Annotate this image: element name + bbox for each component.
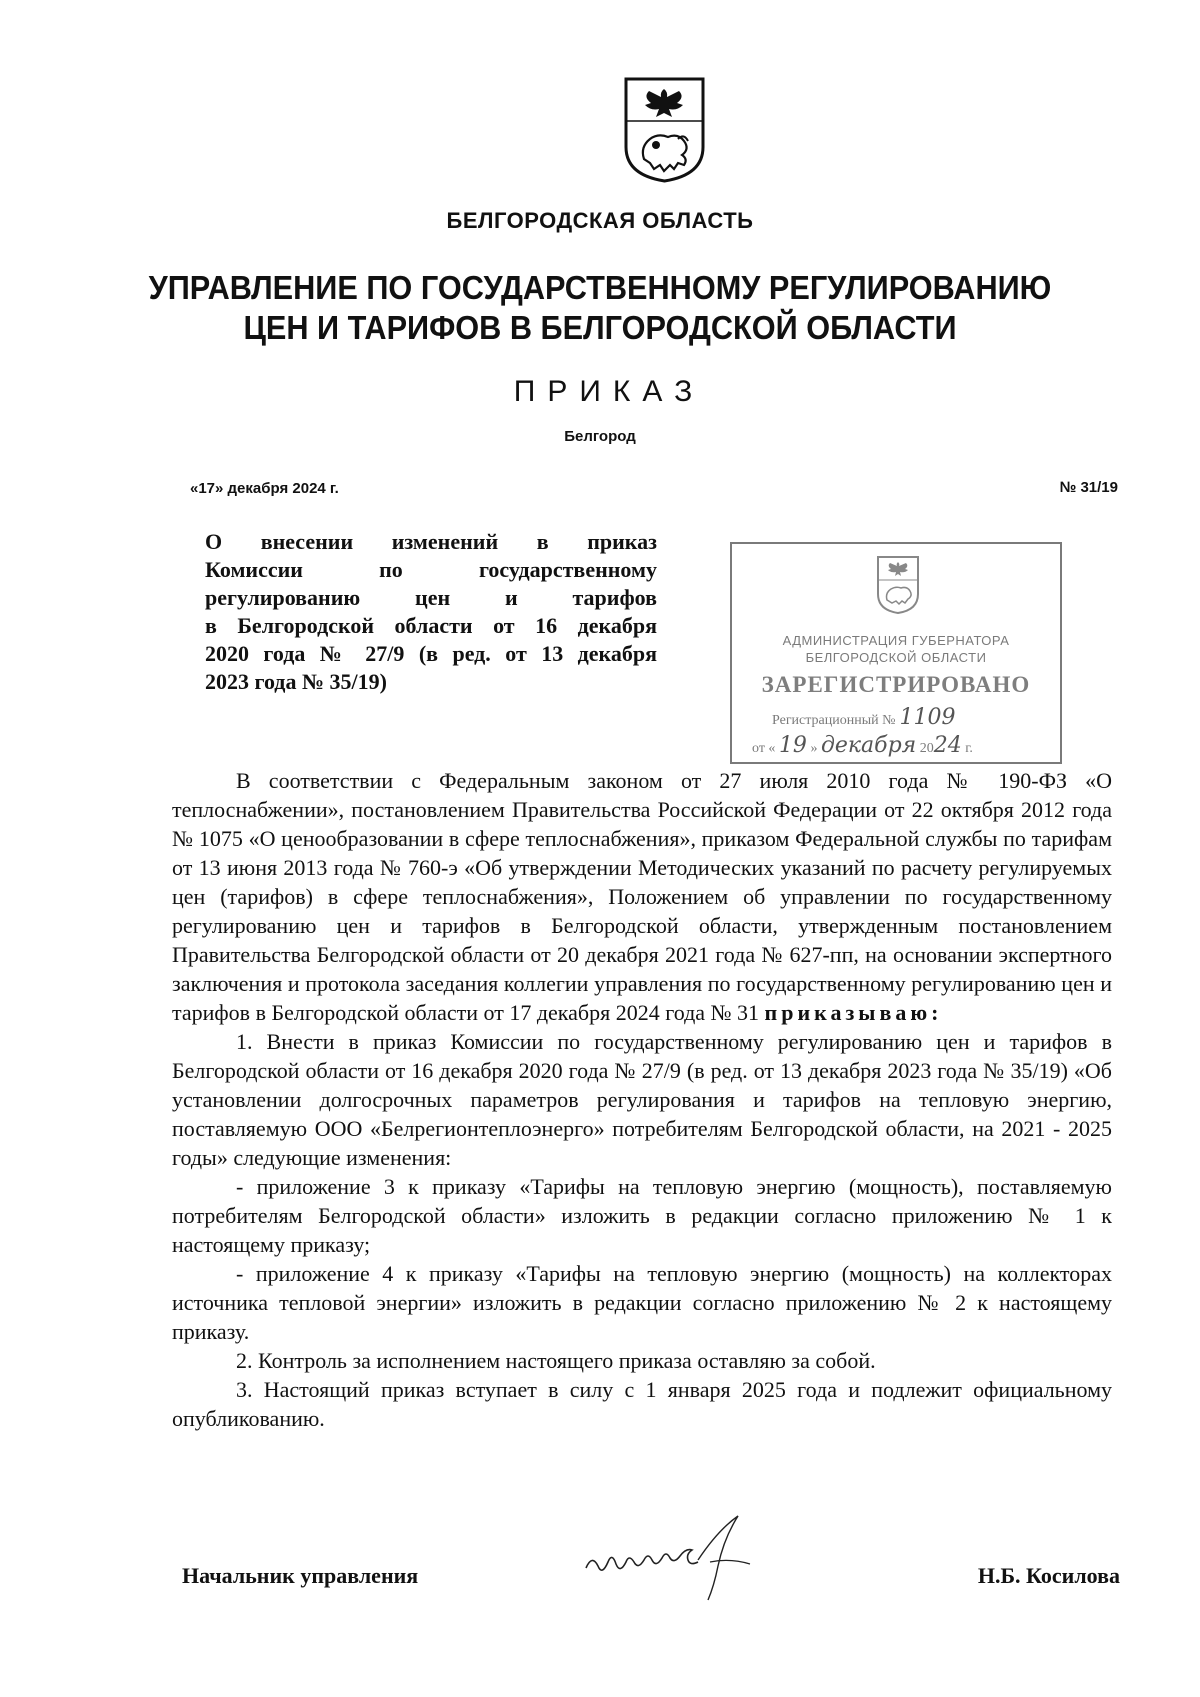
stamp-registration-number bbox=[772, 705, 956, 730]
signatory-name: Н.Б. Косилова bbox=[977, 1563, 1120, 1588]
city-name: Белгород bbox=[564, 428, 636, 445]
stamp-date-end: г. bbox=[965, 741, 973, 756]
subject-line: Комиссии по государственному bbox=[205, 557, 657, 582]
stamp-org-line1: АДМИНИСТРАЦИЯ ГУБЕРНАТОРА bbox=[782, 633, 1010, 648]
agency-name bbox=[42, 268, 1158, 348]
stamp-emblem-icon bbox=[875, 554, 921, 616]
order-subject bbox=[205, 528, 657, 696]
stamp-date-prefix: от « bbox=[752, 741, 776, 756]
registration-stamp bbox=[730, 542, 1062, 764]
stamp-registration-date bbox=[752, 733, 973, 758]
order-item-1: 1. Внести в приказ Комиссии по государственному регулированию цен и тарифов в Белгородской области от 16 декабря 2020 года № 27/9 (в ред. от 13 декабря 2023 года № 35/19) «Об установлении долгосрочных параметров регулирования и тарифов на тепловую энергию, поставляемую ООО «Белрегионтеплоэнерго» потребителям Белгородской области, на 2021 - 2025 годы» следующие изменения: bbox=[172, 1029, 1112, 1170]
order-date: «17» декабря 2024 г. bbox=[190, 480, 339, 497]
subject-line: О внесении изменений в приказ bbox=[205, 529, 657, 554]
signatory-title: Начальник управления bbox=[182, 1563, 419, 1588]
stamp-date-day: 19 bbox=[778, 733, 807, 758]
coat-of-arms-emblem bbox=[622, 75, 707, 185]
order-item-2: 2. Контроль за исполнением настоящего приказа оставляю за собой. bbox=[236, 1348, 876, 1373]
agency-name-line2: ЦЕН И ТАРИФОВ В БЕЛГОРОДСКОЙ ОБЛАСТИ bbox=[243, 309, 957, 346]
region-name: БЕЛГОРОДСКАЯ ОБЛАСТЬ bbox=[446, 208, 754, 233]
order-item-1a: - приложение 3 к приказу «Тарифы на тепловую энергию (мощность), поставляемую потребителям Белгородской области» изложить в редакции согласно приложению № 1 к настоящему приказу; bbox=[172, 1174, 1112, 1257]
agency-name-line1: УПРАВЛЕНИЕ ПО ГОСУДАРСТВЕННОМУ РЕГУЛИРОВАНИЮ bbox=[148, 269, 1052, 306]
document-type: ПРИКАЗ bbox=[513, 375, 705, 408]
order-item-3: 3. Настоящий приказ вступает в силу с 1 января 2025 года и подлежит официальному опубликованию. bbox=[172, 1377, 1112, 1431]
stamp-organization bbox=[732, 632, 1060, 666]
stamp-date-mid: » bbox=[810, 741, 818, 756]
handwritten-signature bbox=[578, 1510, 778, 1610]
stamp-date-month: декабря bbox=[820, 733, 917, 758]
stamp-org-line2: БЕЛГОРОДСКОЙ ОБЛАСТИ bbox=[805, 650, 987, 665]
subject-line: 2023 года № 35/19) bbox=[205, 669, 387, 694]
stamp-reg-label: Регистрационный № bbox=[772, 713, 896, 728]
order-item-1b: - приложение 4 к приказу «Тарифы на тепловую энергию (мощность) на коллекторах источника тепловой энергии» изложить в редакции согласно приложению № 2 к настоящему приказу. bbox=[172, 1261, 1112, 1344]
stamp-date-year-prefix: 20 bbox=[919, 741, 934, 756]
stamp-date-year-suffix: 24 bbox=[933, 733, 962, 758]
subject-line: в Белгородской области от 16 декабря bbox=[205, 613, 657, 638]
stamp-status: ЗАРЕГИСТРИРОВАНО bbox=[761, 672, 1031, 697]
stamp-reg-number: 1109 bbox=[899, 705, 956, 730]
subject-line: регулированию цен и тарифов bbox=[205, 585, 657, 610]
order-number: № 31/19 bbox=[1059, 479, 1118, 496]
preamble-paragraph bbox=[172, 766, 1112, 1027]
subject-line: 2020 года № 27/9 (в ред. от 13 декабря bbox=[205, 641, 657, 666]
preamble-text: В соответствии с Федеральным законом от 27 июля 2010 года № 190-ФЗ «О теплоснабжении», постановлением Правительства Российской Федерации от 22 октября 2012 года № 1075 «О ценообразовании в сфере теплоснабжения», приказом Федеральной службы по тарифам от 13 июня 2013 года № 760-э «Об утверждении Методических указаний по расчету регулируемых цен (тарифов) в сфере теплоснабжения», Положением об управлении по государственному регулированию цен и тарифов в Белгородской области, утвержденным постановлением Правительства Белгородской области от 20 декабря 2021 года № 627-пп, на основании экспертного заключения и протокола заседания коллегии управления по государственному регулированию цен и тарифов в Белгородской области от 17 декабря 2024 года № 31 bbox=[172, 768, 1112, 1025]
order-body bbox=[172, 766, 1112, 1433]
order-directive: приказываю: bbox=[764, 1000, 943, 1025]
